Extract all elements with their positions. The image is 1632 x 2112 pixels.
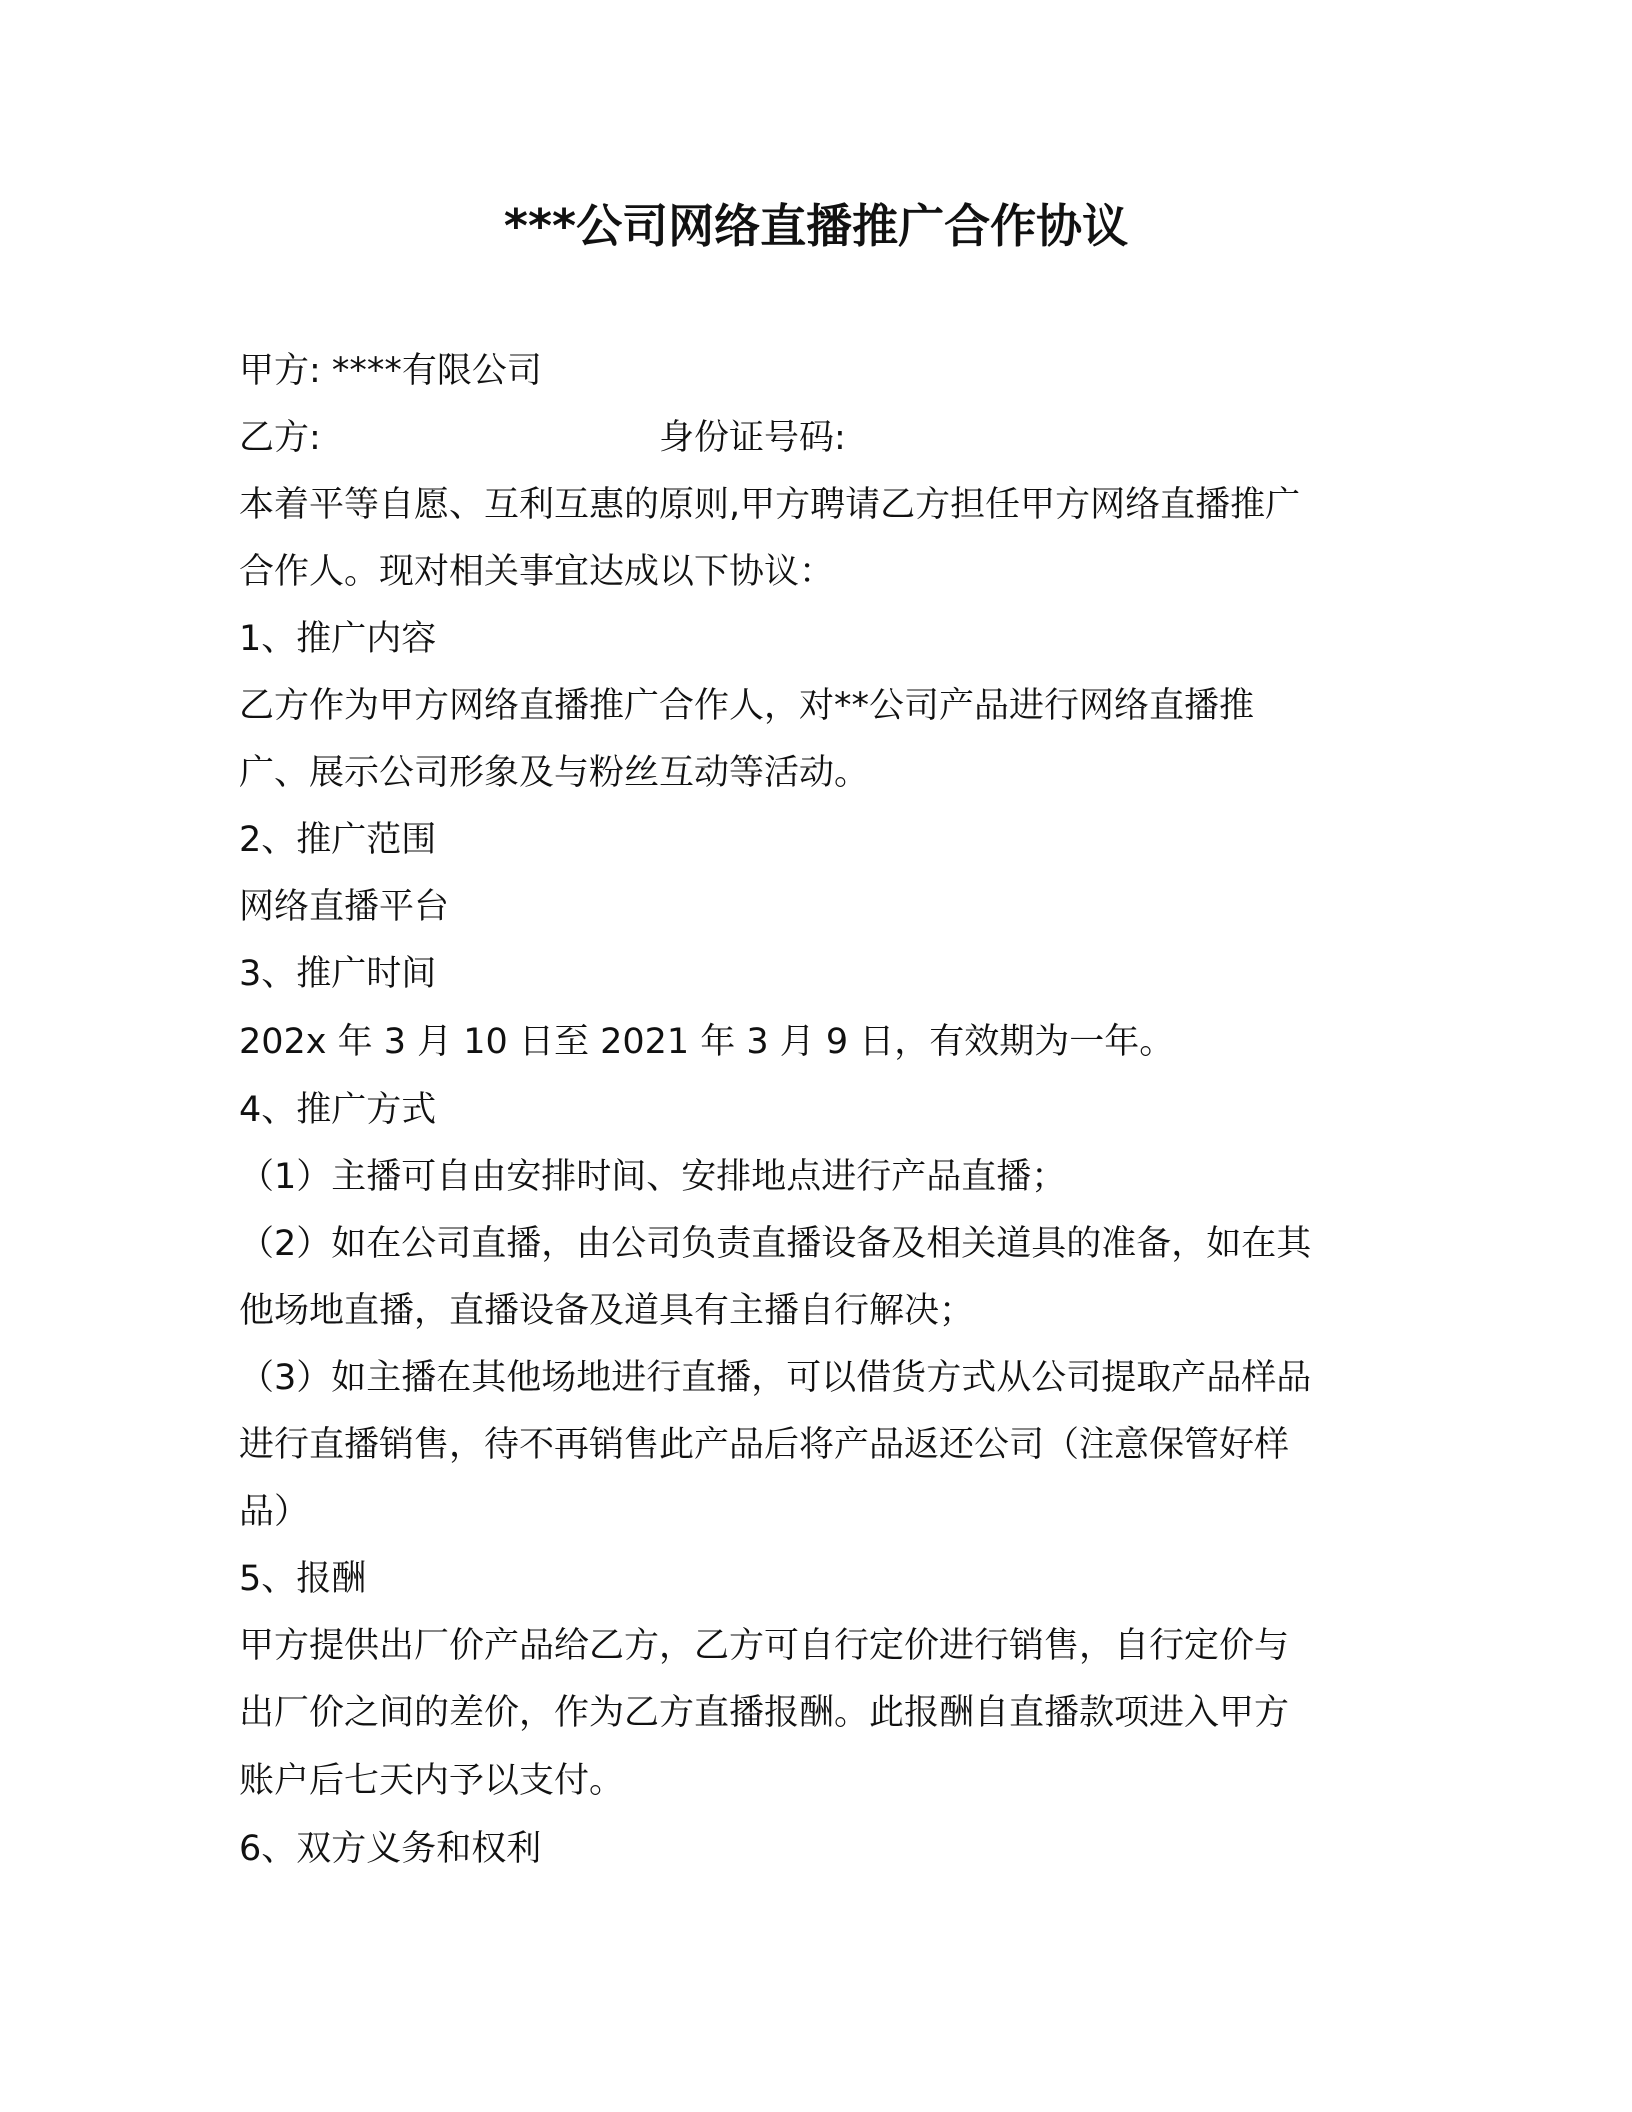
- section-heading: 2、推广范围: [239, 820, 437, 860]
- list-item: 进行直播销售，待不再销售此产品后将产品返还公司（注意保管好样: [239, 1425, 1290, 1465]
- paragraph-line: 本着平等自愿、互利互惠的原则,甲方聘请乙方担任甲方网络直播推广: [239, 485, 1301, 525]
- list-item: （1）主播可自由安排时间、安排地点进行产品直播；: [239, 1157, 1067, 1197]
- party-b-line: [239, 405, 1399, 472]
- party-b-label: 乙方:: [239, 418, 321, 458]
- id-number-label: 身份证号码:: [659, 418, 846, 458]
- paragraph-line: 乙方作为甲方网络直播推广合作人，对**公司产品进行网络直播推: [239, 686, 1255, 726]
- paragraph-line: 账户后七天内予以支付。: [239, 1761, 625, 1801]
- list-item: （2）如在公司直播，由公司负责直播设备及相关道具的准备，如在其: [239, 1224, 1312, 1264]
- document-body: [239, 338, 1399, 1883]
- paragraph-line: 202x 年 3 月 10 日至 2021 年 3 月 9 日，有效期为一年。: [239, 1022, 1175, 1062]
- section-heading: 4、推广方式: [239, 1090, 437, 1130]
- paragraph-line: 广、展示公司形象及与粉丝互动等活动。: [239, 753, 870, 793]
- list-item: 品）: [239, 1492, 310, 1532]
- document-title: ***公司网络直播推广合作协议: [503, 199, 1129, 253]
- section-heading: 5、报酬: [239, 1559, 367, 1599]
- party-a-line: 甲方: ****有限公司: [239, 351, 542, 391]
- paragraph-line: 网络直播平台: [239, 887, 450, 927]
- paragraph-line: 合作人。现对相关事宜达成以下协议：: [239, 552, 835, 592]
- paragraph-line: 甲方提供出厂价产品给乙方，乙方可自行定价进行销售，自行定价与: [239, 1626, 1290, 1666]
- paragraph-line: 出厂价之间的差价，作为乙方直播报酬。此报酬自直播款项进入甲方: [239, 1693, 1290, 1733]
- section-heading: 3、推广时间: [239, 954, 437, 994]
- list-item: 他场地直播，直播设备及道具有主播自行解决；: [239, 1291, 975, 1331]
- section-heading: 6、双方义务和权利: [239, 1829, 542, 1869]
- list-item: （3）如主播在其他场地进行直播，可以借货方式从公司提取产品样品: [239, 1358, 1312, 1398]
- section-heading: 1、推广内容: [239, 619, 437, 659]
